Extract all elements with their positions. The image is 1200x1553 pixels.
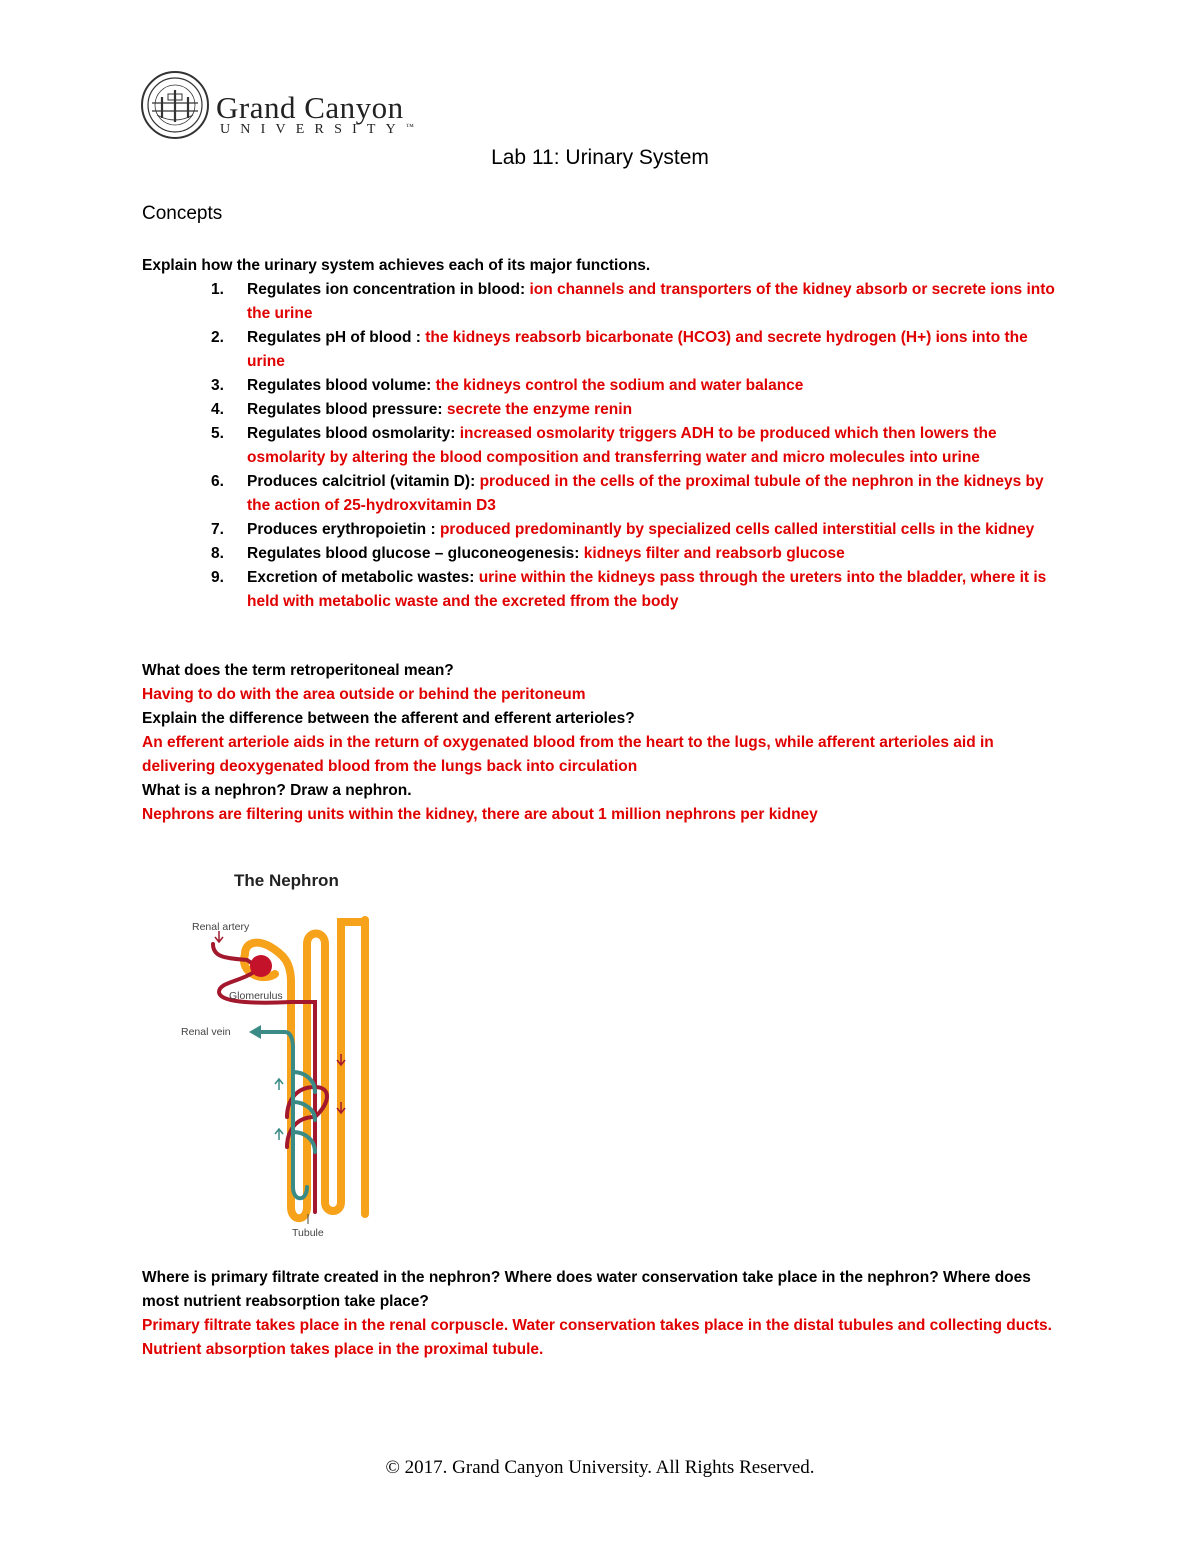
page-title: Lab 11: Urinary System <box>491 146 709 169</box>
copyright-footer: © 2017. Grand Canyon University. All Rights Reserved. <box>385 1457 815 1478</box>
list-item: 1. Regulates ion concentration in blood: ion channels and transporters of the kidney absorb or secrete ions into the urine <box>211 281 1055 322</box>
university-seal-icon <box>140 70 210 140</box>
list-item: 8. Regulates blood glucose – gluconeogenesis: kidneys filter and reabsorb glucose <box>211 545 845 562</box>
university-logo <box>140 70 460 142</box>
vein-arrow-icon <box>249 1025 261 1039</box>
qa-section-filtrate <box>142 1266 1062 1362</box>
qa-section <box>142 659 1062 827</box>
label-renal-artery: Renal artery <box>192 921 250 933</box>
label-renal-vein: Renal vein <box>181 1026 231 1038</box>
answer-arterioles: An efferent arteriole aids in the return of oxygenated blood from the heart to the lugs, while afferent arterioles aid in delivering deoxygenated blood from the lungs back into circulation <box>142 734 994 775</box>
answer-filtrate: Primary filtrate takes place in the renal corpuscle. Water conservation takes place in the distal tubules and collecting ducts. Nutrient absorption takes place in the proximal tubule. <box>142 1317 1052 1358</box>
logo-wordmark: Grand Canyon <box>216 90 404 125</box>
answer-nephron: Nephrons are filtering units within the kidney, there are about 1 million nephrons per kidney <box>142 806 818 823</box>
section-heading: Concepts <box>142 203 223 224</box>
question-nephron: What is a nephron? Draw a nephron. <box>142 782 412 799</box>
list-item: 9. Excretion of metabolic wastes: urine within the kidneys pass through the ureters into the bladder, where it is held with metabolic waste and the excreted ffrom the body <box>211 569 1047 610</box>
list-item: 2. Regulates pH of blood : the kidneys reabsorb bicarbonate (HCO3) and secrete hydrogen (H+) ions into the urine <box>211 329 1028 370</box>
nephron-diagram <box>165 862 405 1252</box>
arrow-up-icon <box>275 1129 283 1140</box>
list-item: 4. Regulates blood pressure: secrete the enzyme renin <box>211 401 633 418</box>
question-arterioles: Explain the difference between the afferent and efferent arterioles? <box>142 710 635 727</box>
intro-question: Explain how the urinary system achieves each of its major functions. <box>142 257 651 274</box>
list-item: 6. Produces calcitriol (vitamin D): produced in the cells of the proximal tubule of the nephron in the kidneys by the action of 25-hydroxvitamin D3 <box>211 473 1044 514</box>
functions-list <box>142 278 1062 614</box>
question-filtrate: Where is primary filtrate created in the nephron? Where does water conservation take place in the nephron? Where does most nutrient reabsorption take place? <box>142 1269 1031 1310</box>
label-tubule: Tubule <box>292 1227 324 1239</box>
glomerulus-icon <box>250 955 272 977</box>
label-glomerulus: Glomerulus <box>229 990 283 1002</box>
diagram-title: The Nephron <box>234 871 339 890</box>
question-retroperitoneal: What does the term retroperitoneal mean? <box>142 662 454 679</box>
arrow-up-icon <box>275 1079 283 1090</box>
list-item: 7. Produces erythropoietin : produced predominantly by specialized cells called interstitial cells in the kidney <box>211 521 1035 538</box>
answer-retroperitoneal: Having to do with the area outside or behind the peritoneum <box>142 686 586 703</box>
list-item: 3. Regulates blood volume: the kidneys control the sodium and water balance <box>211 377 804 394</box>
list-item: 5. Regulates blood osmolarity: increased osmolarity triggers ADH to be produced which then lowers the osmolarity by altering the blood composition and transferring water and micro molecules into urine <box>211 425 997 466</box>
logo-subtitle: UNIVERSITY™ <box>220 122 414 137</box>
